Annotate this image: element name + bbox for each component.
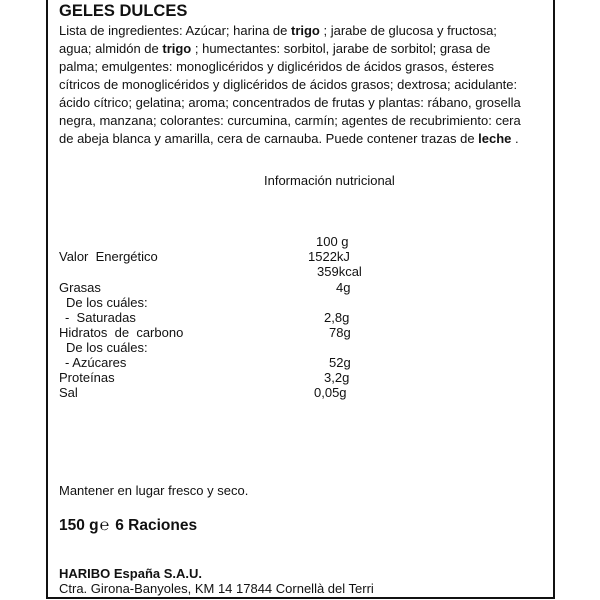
product-title: GELES DULCES bbox=[59, 2, 188, 20]
nutrition-row-value: 52g bbox=[329, 355, 351, 370]
nutrition-row-value: 78g bbox=[329, 325, 351, 340]
nutrition-row-value: 1522kJ bbox=[308, 249, 350, 264]
estimated-sign-icon: ℮ bbox=[99, 517, 110, 534]
ingredients-list bbox=[59, 22, 529, 148]
ingredients-text: ; humectantes: sorbitol, jarabe de sorbitol; grasa de palma; emulgentes: monoglicéridos y diglicéridos de ácidos grasos, ésteres cítricos de monoglicéridos y diglicéridos de ácidos grasos; dextrosa; acidulante: ácido cítrico; gelatina; aroma; concentrados de frutas y plantas: rábano, grosella negra, manzana; colorantes: curcumina, carmín; agentes de recubrimiento: cera de abeja blanca y amarilla, cera de carnauba. Puede contener trazas de bbox=[59, 41, 521, 146]
nutrition-row-label: De los cuáles: bbox=[66, 340, 148, 355]
allergen-wheat: trigo bbox=[290, 23, 320, 38]
nutrition-row-value: 359kcal bbox=[317, 264, 362, 279]
nutrition-row-label: De los cuáles: bbox=[66, 295, 148, 310]
nutrition-row-value: 3,2g bbox=[324, 370, 350, 385]
allergen-milk: leche bbox=[478, 131, 512, 146]
nutrition-row-label: - Saturadas bbox=[65, 310, 136, 325]
storage-instructions: Mantener en lugar fresco y seco. bbox=[59, 483, 249, 498]
ingredients-text: Lista de ingredientes: Azúcar; harina de bbox=[59, 23, 291, 38]
portions: 6 Raciones bbox=[115, 517, 198, 534]
nutrition-row-label: Valor Energético bbox=[59, 249, 158, 264]
per-100g-header: 100 g bbox=[316, 234, 349, 249]
ingredients-text: ; jarabe de glucosa y fructosa; agua; almidón de bbox=[59, 23, 497, 56]
nutrition-row-label: Sal bbox=[59, 385, 78, 400]
company-address: Ctra. Girona-Banyoles, KM 14 17844 Cornellà del Terri bbox=[59, 581, 374, 596]
nutrition-row-label: Grasas bbox=[59, 280, 101, 295]
nutrition-row-label: Proteínas bbox=[59, 370, 115, 385]
nutrition-heading: Información nutricional bbox=[264, 173, 395, 188]
net-quantity bbox=[59, 517, 197, 535]
net-weight: 150 g bbox=[59, 517, 99, 534]
nutrition-row-value: 2,8g bbox=[324, 310, 350, 325]
allergen-wheat: trigo bbox=[162, 41, 192, 56]
nutrition-row-value: 0,05g bbox=[314, 385, 347, 400]
company-name: HARIBO España S.A.U. bbox=[59, 566, 203, 581]
nutrition-row-label: Hidratos de carbono bbox=[59, 325, 184, 340]
product-label bbox=[46, 0, 555, 599]
ingredients-text: . bbox=[511, 131, 519, 146]
nutrition-row-label: - Azúcares bbox=[65, 355, 127, 370]
nutrition-row-value: 4g bbox=[336, 280, 351, 295]
